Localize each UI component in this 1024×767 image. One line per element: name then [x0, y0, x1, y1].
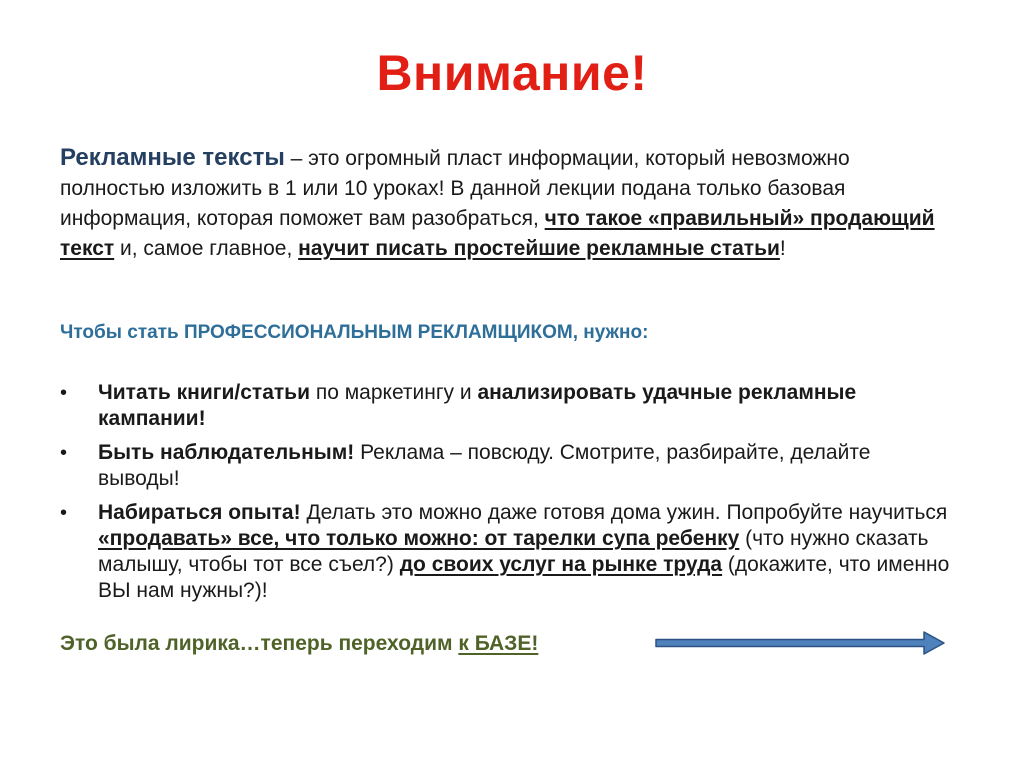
- bullet-1-bold-2: анализировать удачные рекламные кампании!: [98, 381, 857, 430]
- bullet-3-bold: Набираться опыта!: [98, 501, 301, 524]
- bullet-marker: •: [60, 502, 68, 524]
- footer-text: Это была лирика…теперь переходим: [60, 632, 459, 655]
- bullet-2-bold: Быть наблюдательным!: [98, 441, 355, 464]
- intro-underlined-2: научит писать простейшие рекламные статьи: [298, 237, 780, 260]
- bullet-3-text-3: (докажите, что именно ВЫ нам нужны?)!: [98, 553, 950, 602]
- bullet-item-read: [60, 380, 950, 432]
- bullet-3-underlined-1: «продавать» все, что только можно: от тарелки супа ребенку: [98, 527, 740, 550]
- footer-line: [60, 632, 538, 656]
- intro-text-1: – это огромный пласт информации, который невозможно полностью изложить в 1 или 10 уроках! В данной лекции подана только базовая информация, которая поможет вам разобраться,: [60, 147, 850, 230]
- bullet-3-text-1: Делать это можно даже готовя дома ужин. Попробуйте научиться: [300, 501, 948, 524]
- bullet-3-text-2: (что нужно сказать малышу, чтобы тот все съел?): [98, 527, 929, 576]
- bullet-list: [60, 380, 950, 604]
- bullet-1-bold-1: Читать книги/статьи: [98, 381, 310, 404]
- footer-link[interactable]: к БАЗЕ!: [458, 632, 539, 655]
- bullet-item-experience: [60, 500, 950, 604]
- bullet-3-underlined-2: до своих услуг на рынке труда: [399, 553, 723, 576]
- intro-underlined-1: что такое «правильный» продающий текст: [60, 207, 935, 260]
- bullet-1-text: по маркетингу и: [310, 381, 478, 404]
- intro-paragraph: [60, 143, 940, 264]
- bullet-marker: •: [60, 382, 68, 404]
- bullet-marker: •: [60, 442, 68, 464]
- bullet-item-observe: [60, 440, 950, 492]
- arrow-shape: [656, 632, 944, 654]
- intro-text-2: и, самое главное,: [114, 237, 299, 260]
- section-heading: Чтобы стать ПРОФЕССИОНАЛЬНЫМ РЕКЛАМЩИКОМ, нужно:: [60, 322, 649, 343]
- intro-lead: Рекламные тексты: [60, 144, 285, 171]
- right-arrow-icon: [654, 630, 946, 656]
- slide-title: Внимание!: [376, 45, 648, 101]
- intro-text-3: !: [779, 237, 786, 260]
- bullet-2-text: Реклама – повсюду. Смотрите, разбирайте, делайте выводы!: [98, 441, 871, 490]
